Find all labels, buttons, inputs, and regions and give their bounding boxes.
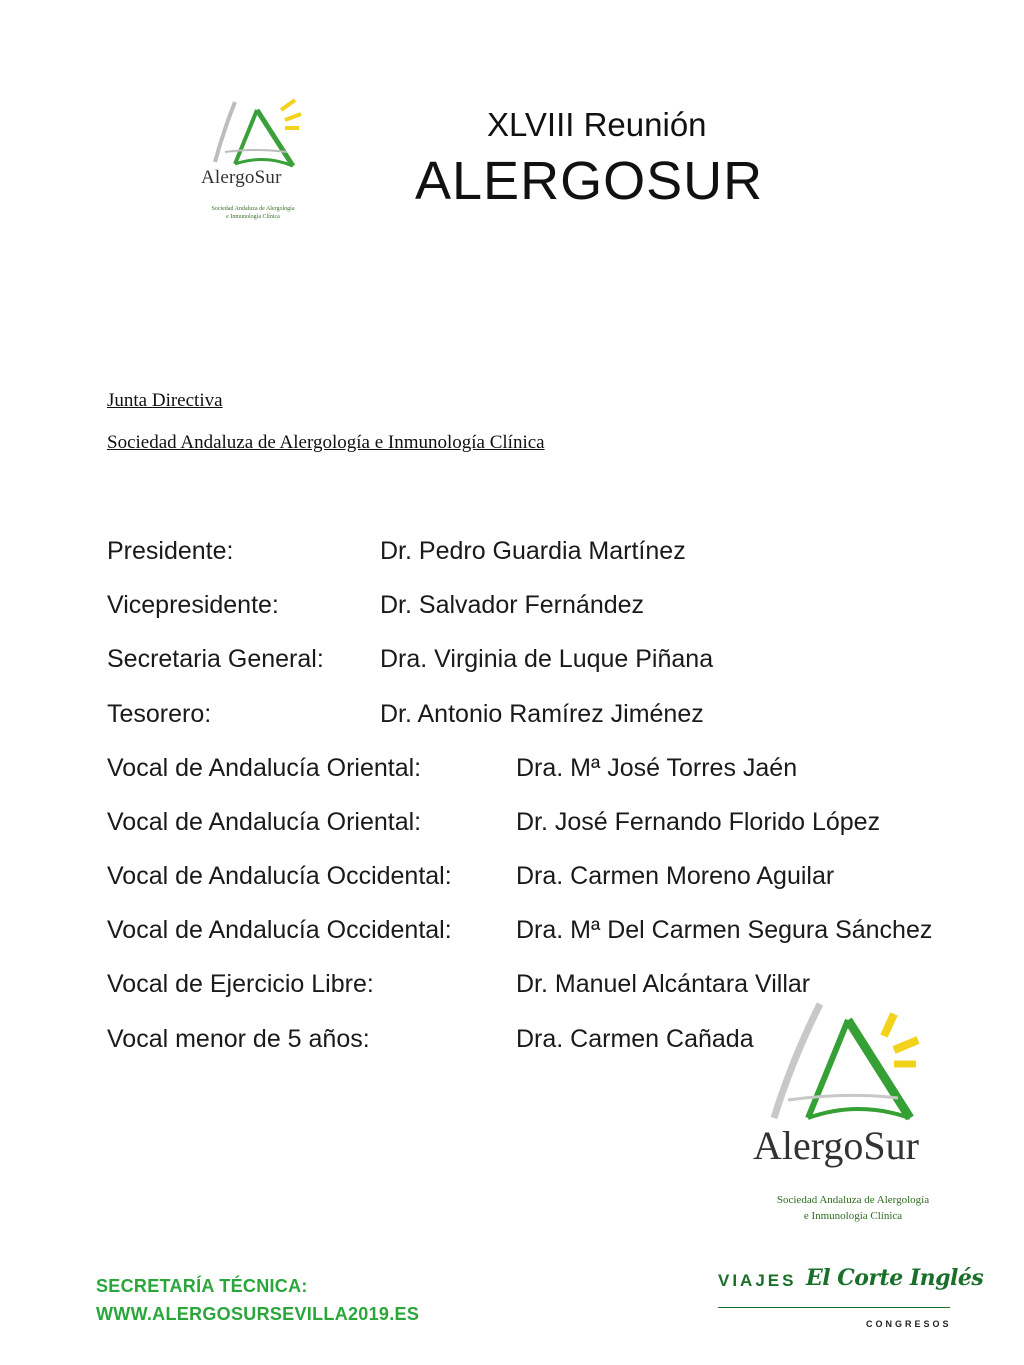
- member-role: Vocal de Andalucía Occidental:: [107, 862, 452, 890]
- member-row: [107, 916, 933, 945]
- sponsor-logo: [718, 1265, 984, 1339]
- logo-subtitle: [748, 1192, 958, 1224]
- member-name: Dr. José Fernando Florido López: [516, 808, 881, 836]
- meeting-name: ALERGOSUR: [415, 151, 764, 211]
- triangle-logo-icon: [195, 92, 315, 172]
- member-role: Vicepresidente:: [107, 591, 279, 619]
- logo-wordmark: AlergoSur: [201, 167, 282, 188]
- member-role: Presidente:: [107, 537, 234, 565]
- member-role: Tesorero:: [107, 700, 212, 728]
- logo-subtitle-line2: e Inmunología Clínica: [803, 1210, 903, 1222]
- sponsor-viajes: VIAJES: [718, 1271, 797, 1290]
- logo-subtitle-line1: Sociedad Andaluza de Alergología: [776, 1194, 930, 1206]
- member-name: Dra. Carmen Moreno Aguilar: [516, 862, 835, 890]
- member-row: [107, 1025, 754, 1054]
- board-heading: Junta Directiva: [107, 390, 223, 411]
- website-link[interactable]: WWW.ALERGOSURSEVILLA2019.ES: [96, 1304, 420, 1324]
- member-name: Dr. Salvador Fernández: [380, 591, 645, 619]
- member-name: Dra. Virginia de Luque Piñana: [380, 645, 714, 673]
- member-row: [107, 645, 714, 674]
- alergosur-logo-bottom: [748, 1000, 968, 1232]
- member-name: Dra. Mª José Torres Jaén: [516, 754, 798, 782]
- logo-subtitle: [207, 205, 299, 221]
- alergosur-logo-top: [195, 92, 315, 230]
- logo-subtitle-line2: e Inmunología Clínica: [226, 214, 280, 220]
- triangle-logo-icon: [748, 1000, 968, 1125]
- member-role: Vocal de Ejercicio Libre:: [107, 970, 374, 998]
- secretaria-label: SECRETARÍA TÉCNICA:: [96, 1276, 308, 1296]
- member-name: Dr. Antonio Ramírez Jiménez: [380, 700, 704, 728]
- member-role: Vocal menor de 5 años:: [107, 1025, 370, 1053]
- member-role: Secretaria General:: [107, 645, 324, 673]
- sponsor-divider: [718, 1307, 950, 1308]
- member-name: Dr. Pedro Guardia Martínez: [380, 537, 686, 565]
- member-row: [107, 537, 686, 566]
- member-row: [107, 862, 835, 891]
- member-row: [107, 700, 704, 729]
- member-role: Vocal de Andalucía Oriental:: [107, 754, 422, 782]
- member-role: Vocal de Andalucía Occidental:: [107, 916, 452, 944]
- sponsor-congresos: CONGRESOS: [866, 1319, 952, 1329]
- logo-subtitle-line1: Sociedad Andaluza de Alergología: [211, 206, 295, 212]
- member-row: [107, 754, 798, 783]
- logo-wordmark: AlergoSur: [753, 1123, 919, 1168]
- member-name: Dra. Mª Del Carmen Segura Sánchez: [516, 916, 933, 944]
- society-name: Sociedad Andaluza de Alergología e Inmunología Clínica: [107, 432, 545, 453]
- member-name: Dra. Carmen Cañada: [516, 1025, 754, 1053]
- member-row: [107, 591, 645, 620]
- member-name: Dr. Manuel Alcántara Villar: [516, 970, 811, 998]
- meeting-title: XLVIII Reunión: [487, 106, 707, 143]
- member-role: Vocal de Andalucía Oriental:: [107, 808, 422, 836]
- member-row: [107, 808, 881, 837]
- member-row: [107, 970, 811, 999]
- sponsor-brand: El Corte Inglés: [806, 1265, 984, 1291]
